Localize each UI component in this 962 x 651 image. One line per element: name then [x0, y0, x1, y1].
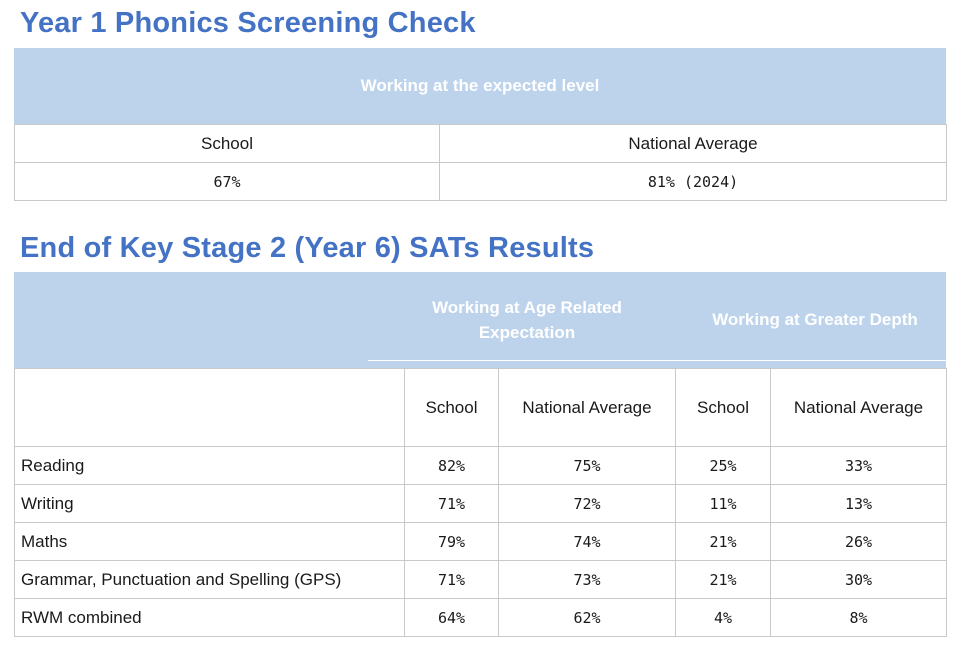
- value-cell: 64%: [405, 599, 499, 637]
- phonics-header-national: National Average: [440, 125, 947, 163]
- subject-label: Writing: [15, 485, 405, 523]
- value-cell: 21%: [676, 523, 771, 561]
- value-cell: 8%: [771, 599, 947, 637]
- value-cell: 71%: [405, 485, 499, 523]
- phonics-header-school: School: [15, 125, 440, 163]
- subject-label: RWM combined: [15, 599, 405, 637]
- subject-label: Reading: [15, 447, 405, 485]
- sats-band-divider: [368, 360, 946, 361]
- sats-header-school-greater: School: [676, 369, 771, 447]
- phonics-header-band: [14, 48, 946, 124]
- sats-table: [14, 368, 947, 637]
- sats-header-blank: [15, 369, 405, 447]
- phonics-value-school: 67%: [15, 163, 440, 201]
- value-cell: 25%: [676, 447, 771, 485]
- phonics-table: [14, 124, 947, 201]
- value-cell: 26%: [771, 523, 947, 561]
- sats-group-greater: Working at Greater Depth: [712, 310, 918, 329]
- sats-header-school-expected: School: [405, 369, 499, 447]
- sats-header-row: [15, 369, 947, 447]
- phonics-value-national: 81% (2024): [440, 163, 947, 201]
- value-cell: 79%: [405, 523, 499, 561]
- value-cell: 72%: [499, 485, 676, 523]
- sats-title: End of Key Stage 2 (Year 6) SATs Results: [20, 232, 595, 264]
- value-cell: 74%: [499, 523, 676, 561]
- table-row: [15, 485, 947, 523]
- table-row: [15, 447, 947, 485]
- value-cell: 71%: [405, 561, 499, 599]
- sats-header-national-greater: National Average: [771, 369, 947, 447]
- value-cell: 13%: [771, 485, 947, 523]
- sats-header-national-expected: National Average: [499, 369, 676, 447]
- phonics-header-row: [15, 125, 947, 163]
- value-cell: 62%: [499, 599, 676, 637]
- value-cell: 21%: [676, 561, 771, 599]
- phonics-title: Year 1 Phonics Screening Check: [20, 7, 476, 39]
- value-cell: 75%: [499, 447, 676, 485]
- value-cell: 4%: [676, 599, 771, 637]
- phonics-band-label: Working at the expected level: [360, 76, 600, 95]
- table-row: [15, 561, 947, 599]
- table-row: [15, 523, 947, 561]
- value-cell: 73%: [499, 561, 676, 599]
- value-cell: 11%: [676, 485, 771, 523]
- table-row: [15, 599, 947, 637]
- value-cell: 33%: [771, 447, 947, 485]
- subject-label: Maths: [15, 523, 405, 561]
- phonics-value-row: [15, 163, 947, 201]
- subject-label: Grammar, Punctuation and Spelling (GPS): [15, 561, 405, 599]
- value-cell: 82%: [405, 447, 499, 485]
- sats-group-expected: Working at Age Related Expectation: [432, 298, 622, 342]
- value-cell: 30%: [771, 561, 947, 599]
